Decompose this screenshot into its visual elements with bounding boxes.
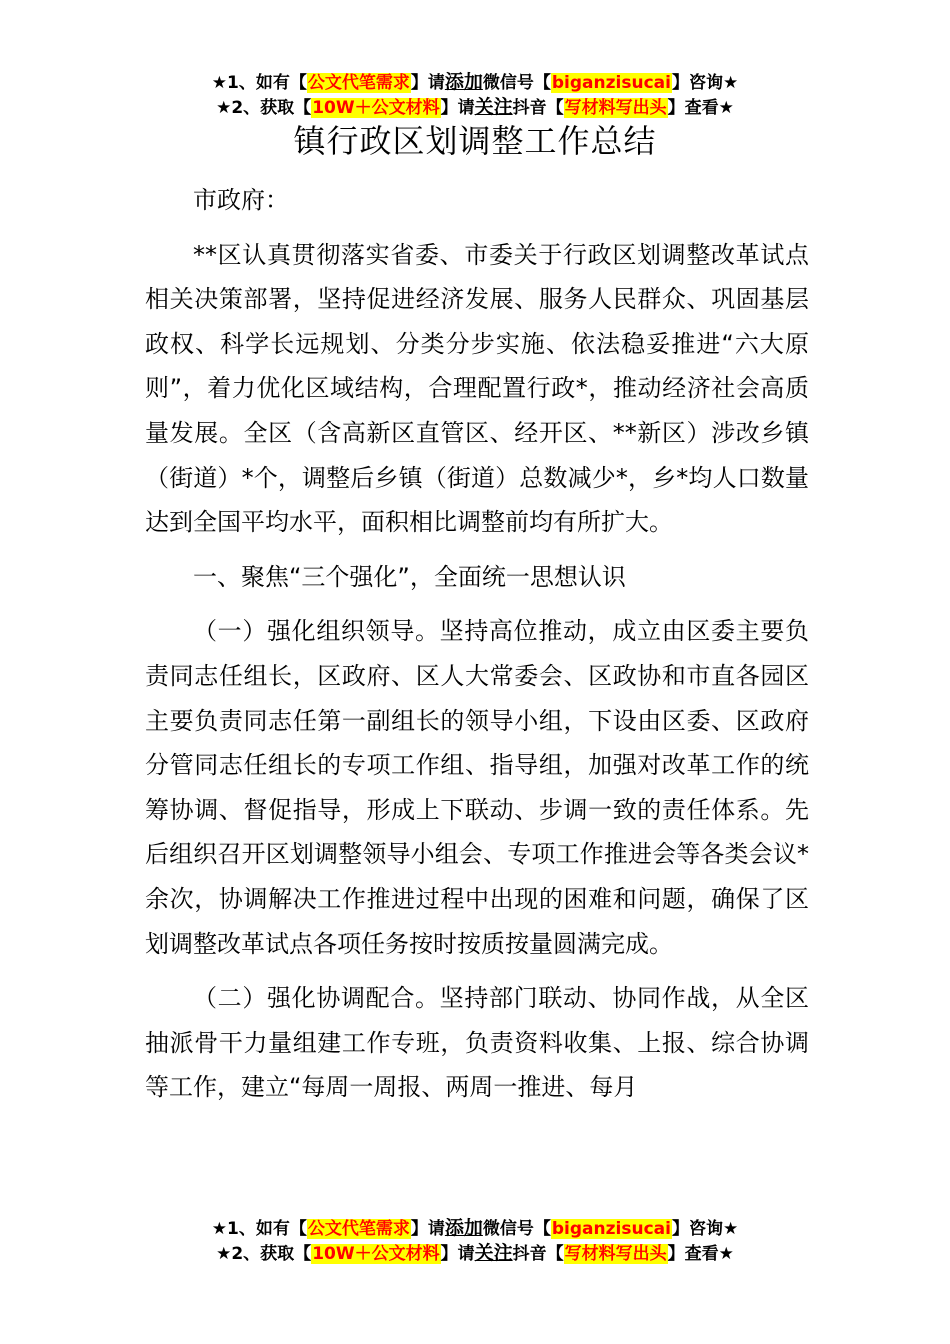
highlight-douyin-id: 写材料写出头 bbox=[564, 98, 667, 118]
highlight-service: 公文代笔需求 bbox=[307, 73, 410, 93]
highlight-materials: 10W＋公文材料 bbox=[312, 1244, 440, 1264]
highlight-wechat-id: biganzisucai bbox=[551, 73, 671, 93]
footer-banner bbox=[0, 1216, 950, 1266]
document-body bbox=[145, 178, 809, 1110]
banner-line-1: ★1、如有【公文代笔需求】请添加微信号【biganzisucai】咨询★ bbox=[211, 1217, 739, 1239]
paragraph-subsection-1: （一）强化组织领导。坚持高位推动，成立由区委主要负责同志任组长，区政府、区人大常委会、区政协和市直各园区主要负责同志任第一副组长的领导小组，下设由区委、区政府分管同志任组长的专项工作组、指导组，加强对改革工作的统筹协调、督促指导，形成上下联动、步调一致的责任体系。先后组织召开区划调整领导小组会、专项工作推进会等各类会议*余次，协调解决工作推进过程中出现的困难和问题，确保了区划调整改革试点各项任务按时按质按量圆满完成。 bbox=[145, 617, 809, 958]
document-title: 镇行政区划调整工作总结 bbox=[293, 122, 657, 160]
header-banner bbox=[0, 70, 950, 120]
section-heading-1: 一、聚焦“三个强化”，全面统一思想认识 bbox=[193, 562, 626, 591]
highlight-douyin-id: 写材料写出头 bbox=[564, 1244, 667, 1264]
banner-line-2: ★2、获取【10W＋公文材料】请关注抖音【写材料写出头】查看★ bbox=[216, 1242, 734, 1264]
highlight-wechat-id: biganzisucai bbox=[551, 1219, 671, 1239]
paragraph-subsection-2: （二）强化协调配合。坚持部门联动、协同作战，从全区抽派骨干力量组建工作专班，负责资料收集、上报、综合协调等工作，建立“每周一周报、两周一推进、每月 bbox=[145, 984, 809, 1102]
banner-line-1: ★1、如有【公文代笔需求】请添加微信号【biganzisucai】咨询★ bbox=[211, 71, 739, 93]
paragraph-intro: **区认真贯彻落实省委、市委关于行政区划调整改革试点相关决策部署，坚持促进经济发展、服务人民群众、巩固基层政权、科学长远规划、分类分步实施、依法稳妥推进“六大原则”，着力优化区域结构，合理配置行政*，推动经济社会高质量发展。全区（含高新区直管区、经开区、**新区）涉改乡镇（街道）*个，调整后乡镇（街道）总数减少*，乡*均人口数量达到全国平均水平，面积相比调整前均有所扩大。 bbox=[145, 240, 809, 537]
highlight-materials: 10W＋公文材料 bbox=[312, 98, 440, 118]
salutation: 市政府： bbox=[193, 186, 289, 214]
banner-line-2: ★2、获取【10W＋公文材料】请关注抖音【写材料写出头】查看★ bbox=[216, 96, 734, 118]
highlight-service: 公文代笔需求 bbox=[307, 1219, 410, 1239]
